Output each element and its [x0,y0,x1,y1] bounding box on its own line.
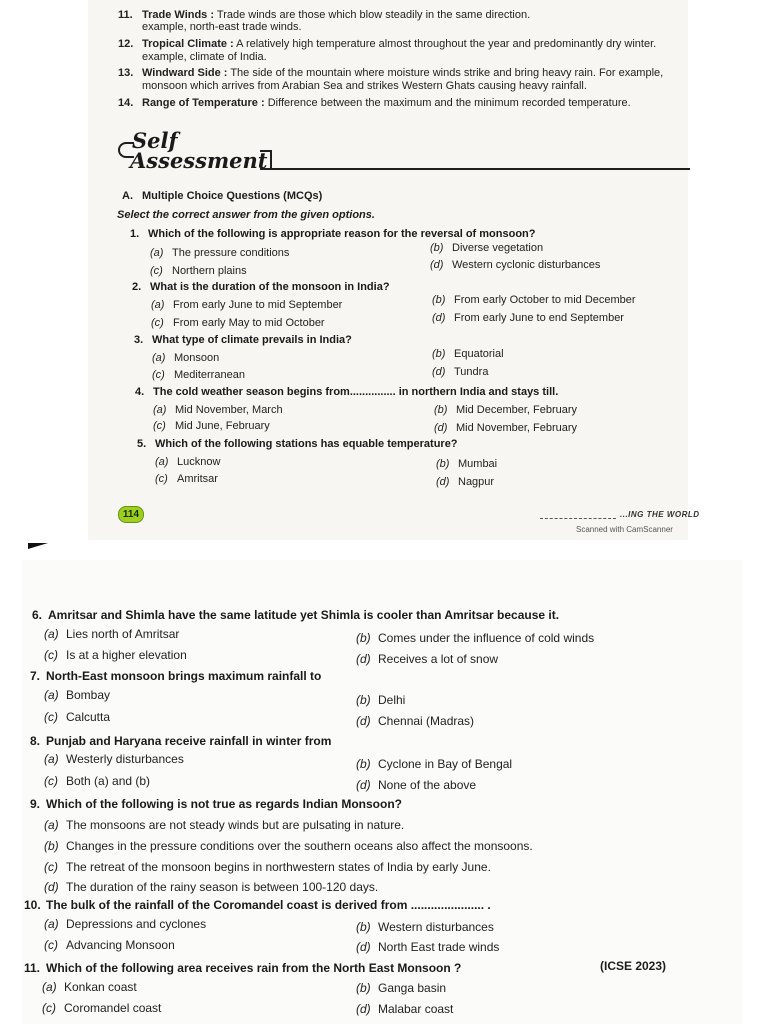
option-5d: (d) Nagpur [436,476,495,488]
question-8: 8. Punjab and Haryana receive rainfall in winter from [30,734,332,748]
definition-12-cont: example, climate of India. [142,51,267,63]
option-2c: (c) From early May to mid October [151,317,325,329]
option-11d: (d) Malabar coast [356,1002,454,1016]
footer-dashes [540,518,616,519]
definition-11-cont: example, north-east trade winds. [142,21,302,33]
section-heading: A. Multiple Choice Questions (MCQs) [122,190,323,202]
page-corner-mark [28,543,48,549]
option-3d: (d) Tundra [432,366,489,378]
option-7c: (c) Calcutta [44,710,111,724]
definition-11: 11. Trade Winds : Trade winds are those which blow steadily in the same direction. [118,9,531,21]
option-4c: (c) Mid June, February [153,420,270,432]
option-8a: (a) Westerly disturbances [44,752,184,766]
definition-13-cont: monsoon which arrives from Arabian Sea and strikes Western Ghats causing heavy rainfall. [142,80,587,92]
self-assessment-heading [112,128,692,178]
option-4b: (b) Mid December, February [434,404,578,416]
page-number-badge: 114 [118,506,144,523]
option-4a: (a) Mid November, March [153,404,283,416]
exam-tag: (ICSE 2023) [600,959,667,973]
heading-rule [270,168,690,170]
option-11b: (b) Ganga basin [356,981,447,995]
heading-bracket [260,150,272,170]
definition-13: 13. Windward Side : The side of the mountain where moisture winds strike and bring heavy rain. For example, [118,67,664,79]
option-9c: (c) The retreat of the monsoon begins in northwestern states of India by early June. [44,860,491,874]
question-5: 5. Which of the following stations has equable temperature? [137,438,458,450]
option-9a: (a) The monsoons are not steady winds but are pulsating in nature. [44,818,405,832]
option-11a: (a) Konkan coast [42,980,137,994]
option-1b: (b) Diverse vegetation [430,242,544,254]
question-9: 9. Which of the following is not true as regards Indian Monsoon? [30,797,402,811]
option-3c: (c) Mediterranean [152,369,245,381]
option-7a: (a) Bombay [44,688,111,702]
option-10b: (b) Western disturbances [356,920,494,934]
scanner-watermark: Scanned with CamScanner [576,525,673,534]
option-2a: (a) From early June to mid September [151,299,343,311]
option-2d: (d) From early June to end September [432,312,624,324]
heading-self: Self [132,128,178,153]
option-7d: (d) Chennai (Madras) [356,714,475,728]
question-4: 4. The cold weather season begins from............... in northern India and stays till. [135,386,559,398]
option-5c: (c) Amritsar [155,473,218,485]
option-4d: (d) Mid November, February [434,422,578,434]
question-3: 3. What type of climate prevails in India? [134,334,352,346]
option-1c: (c) Northern plains [150,265,247,277]
option-3a: (a) Monsoon [152,352,220,364]
option-1a: (a) The pressure conditions [150,247,290,259]
question-7: 7. North-East monsoon brings maximum rainfall to [30,669,322,683]
option-8d: (d) None of the above [356,778,477,792]
option-3b: (b) Equatorial [432,348,504,360]
heading-assessment: Assessment [130,148,268,173]
question-6: 6. Amritsar and Shimla have the same latitude yet Shimla is cooler than Amritsar because it. [32,608,560,622]
question-2: 2. What is the duration of the monsoon in India? [132,281,390,293]
question-11: 11. Which of the following area receives rain from the North East Monsoon ? [24,961,462,975]
question-10: 10. The bulk of the rainfall of the Coromandel coast is derived from ...................... . [24,898,491,912]
option-2b: (b) From early October to mid December [432,294,636,306]
definition-12: 12. Tropical Climate : A relatively high temperature almost throughout the year and predominantly dry winter. [118,38,657,50]
question-1: 1. Which of the following is appropriate reason for the reversal of monsoon? [130,228,536,240]
option-6b: (b) Comes under the influence of cold winds [356,631,595,645]
option-9d: (d) The duration of the rainy season is between 100-120 days. [44,880,379,894]
instruction: Select the correct answer from the given options. [117,209,375,221]
option-6a: (a) Lies north of Amritsar [44,627,180,641]
option-1d: (d) Western cyclonic disturbances [430,259,601,271]
option-8b: (b) Cyclone in Bay of Bengal [356,757,513,771]
option-6c: (c) Is at a higher elevation [44,648,187,662]
option-11c: (c) Coromandel coast [42,1001,162,1015]
option-6d: (d) Receives a lot of snow [356,652,499,666]
option-7b: (b) Delhi [356,693,406,707]
footer-text: ...ING THE WORLD [620,510,700,519]
option-9b: (b) Changes in the pressure conditions over the southern oceans also affect the monsoons. [44,839,533,853]
option-10d: (d) North East trade winds [356,940,500,954]
option-10a: (a) Depressions and cyclones [44,917,207,931]
option-5a: (a) Lucknow [155,456,221,468]
option-5b: (b) Mumbai [436,458,498,470]
definition-14: 14. Range of Temperature : Difference between the maximum and the minimum recorded temperature. [118,97,631,109]
option-8c: (c) Both (a) and (b) [44,774,151,788]
option-10c: (c) Advancing Monsoon [44,938,175,952]
